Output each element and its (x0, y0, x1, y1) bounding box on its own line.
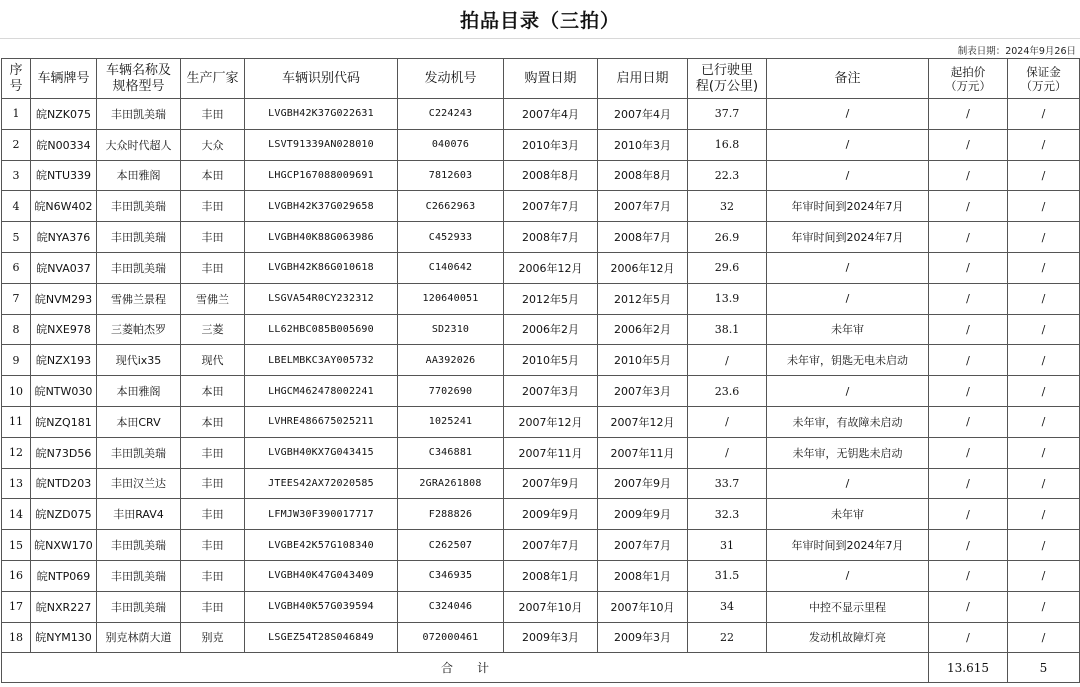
cell-remark: 年审时间到2024年7月 (767, 530, 929, 561)
cell-engine: F288826 (398, 499, 504, 530)
cell-seq: 13 (2, 468, 31, 499)
table-row (2, 376, 1080, 407)
cell-engine: 040076 (398, 129, 504, 160)
cell-vin: LL62HBC085B005690 (245, 314, 398, 345)
header-start-price: 起拍价 （万元） (929, 59, 1008, 99)
table-row (2, 283, 1080, 314)
cell-seq: 4 (2, 191, 31, 222)
cell-vin: LVGBH42K86G010618 (245, 252, 398, 283)
cell-maker: 丰田 (181, 591, 245, 622)
cell-seq: 9 (2, 345, 31, 376)
cell-vin: LVGBH40K88G063986 (245, 222, 398, 253)
cell-plate: 皖NZQ181 (31, 406, 97, 437)
cell-remark: 未年审，钥匙无电未启动 (767, 345, 929, 376)
header-engine: 发动机号 (398, 59, 504, 99)
cell-engine: 2GRA261808 (398, 468, 504, 499)
cell-purchase-date: 2007年4月 (504, 99, 598, 130)
cell-vin: LVHRE486675025211 (245, 406, 398, 437)
cell-start-date: 2012年5月 (598, 283, 688, 314)
cell-deposit: / (1008, 283, 1080, 314)
table-body (2, 99, 1080, 653)
cell-remark: / (767, 468, 929, 499)
cell-deposit: / (1008, 252, 1080, 283)
cell-remark: 年审时间到2024年7月 (767, 191, 929, 222)
cell-start-date: 2010年5月 (598, 345, 688, 376)
cell-seq: 15 (2, 530, 31, 561)
cell-model: 大众时代超人 (97, 129, 181, 160)
cell-mileage: 23.6 (688, 376, 767, 407)
cell-remark: 年审时间到2024年7月 (767, 222, 929, 253)
cell-plate: 皖NZD075 (31, 499, 97, 530)
cell-model: 雪佛兰景程 (97, 283, 181, 314)
table-row (2, 129, 1080, 160)
cell-start-date: 2008年7月 (598, 222, 688, 253)
cell-engine: C452933 (398, 222, 504, 253)
cell-engine: 1025241 (398, 406, 504, 437)
cell-model: 丰田凯美瑞 (97, 191, 181, 222)
cell-model: 丰田凯美瑞 (97, 99, 181, 130)
header-model: 车辆名称及 规格型号 (97, 59, 181, 99)
cell-purchase-date: 2008年1月 (504, 560, 598, 591)
cell-start-price: / (929, 406, 1008, 437)
cell-engine: C2662963 (398, 191, 504, 222)
cell-plate: 皖NTP069 (31, 560, 97, 591)
cell-remark: 发动机故障灯亮 (767, 622, 929, 653)
cell-maker: 丰田 (181, 530, 245, 561)
cell-model: 本田雅阁 (97, 160, 181, 191)
cell-deposit: / (1008, 99, 1080, 130)
cell-engine: C140642 (398, 252, 504, 283)
table-row (2, 591, 1080, 622)
cell-deposit: / (1008, 560, 1080, 591)
cell-mileage: 32.3 (688, 499, 767, 530)
cell-remark: / (767, 283, 929, 314)
cell-mileage: 33.7 (688, 468, 767, 499)
cell-purchase-date: 2008年7月 (504, 222, 598, 253)
cell-purchase-date: 2006年12月 (504, 252, 598, 283)
cell-seq: 16 (2, 560, 31, 591)
cell-maker: 丰田 (181, 191, 245, 222)
cell-plate: 皖NTU339 (31, 160, 97, 191)
cell-plate: 皖NVM293 (31, 283, 97, 314)
cell-plate: 皖NTD203 (31, 468, 97, 499)
cell-purchase-date: 2012年5月 (504, 283, 598, 314)
cell-mileage: 16.8 (688, 129, 767, 160)
cell-seq: 17 (2, 591, 31, 622)
cell-start-date: 2010年3月 (598, 129, 688, 160)
cell-engine: 120640051 (398, 283, 504, 314)
table-row (2, 437, 1080, 468)
total-deposit: 5 (1008, 653, 1080, 683)
cell-maker: 丰田 (181, 99, 245, 130)
cell-seq: 14 (2, 499, 31, 530)
cell-deposit: / (1008, 314, 1080, 345)
cell-engine: C346935 (398, 560, 504, 591)
cell-purchase-date: 2007年7月 (504, 530, 598, 561)
cell-engine: C224243 (398, 99, 504, 130)
cell-purchase-date: 2007年3月 (504, 376, 598, 407)
cell-purchase-date: 2007年11月 (504, 437, 598, 468)
cell-model: 丰田凯美瑞 (97, 591, 181, 622)
cell-start-price: / (929, 222, 1008, 253)
cell-remark: 未年审 (767, 499, 929, 530)
cell-remark: / (767, 99, 929, 130)
cell-vin: LFMJW30F390017717 (245, 499, 398, 530)
cell-start-date: 2008年8月 (598, 160, 688, 191)
cell-engine: 7702690 (398, 376, 504, 407)
cell-remark: 未年审 (767, 314, 929, 345)
cell-mileage: / (688, 437, 767, 468)
cell-model: 本田CRV (97, 406, 181, 437)
cell-start-price: / (929, 468, 1008, 499)
table-date: 制表日期：2024年9月26日 (957, 46, 1076, 57)
cell-start-price: / (929, 560, 1008, 591)
cell-seq: 3 (2, 160, 31, 191)
cell-plate: 皖NXE978 (31, 314, 97, 345)
cell-engine: C262507 (398, 530, 504, 561)
cell-remark: / (767, 560, 929, 591)
cell-start-price: / (929, 191, 1008, 222)
cell-mileage: 13.9 (688, 283, 767, 314)
cell-purchase-date: 2008年8月 (504, 160, 598, 191)
cell-mileage: 31.5 (688, 560, 767, 591)
cell-remark: 中控不显示里程 (767, 591, 929, 622)
auction-catalog-table (1, 58, 1080, 683)
cell-seq: 11 (2, 406, 31, 437)
table-row (2, 160, 1080, 191)
cell-seq: 5 (2, 222, 31, 253)
cell-engine: C324046 (398, 591, 504, 622)
cell-remark: / (767, 129, 929, 160)
cell-vin: JTEES42AX72020585 (245, 468, 398, 499)
cell-vin: LVGBH40K57G039594 (245, 591, 398, 622)
cell-plate: 皖NZK075 (31, 99, 97, 130)
cell-start-date: 2006年12月 (598, 252, 688, 283)
cell-seq: 12 (2, 437, 31, 468)
cell-deposit: / (1008, 406, 1080, 437)
cell-deposit: / (1008, 345, 1080, 376)
header-start-date: 启用日期 (598, 59, 688, 99)
cell-start-date: 2007年11月 (598, 437, 688, 468)
cell-engine: AA392026 (398, 345, 504, 376)
cell-maker: 本田 (181, 160, 245, 191)
cell-mileage: 31 (688, 530, 767, 561)
cell-maker: 现代 (181, 345, 245, 376)
cell-deposit: / (1008, 530, 1080, 561)
cell-model: 丰田RAV4 (97, 499, 181, 530)
cell-plate: 皖NXR227 (31, 591, 97, 622)
cell-seq: 6 (2, 252, 31, 283)
cell-model: 丰田汉兰达 (97, 468, 181, 499)
cell-engine: SD2310 (398, 314, 504, 345)
cell-start-price: / (929, 314, 1008, 345)
cell-plate: 皖NTW030 (31, 376, 97, 407)
cell-start-price: / (929, 591, 1008, 622)
cell-purchase-date: 2009年9月 (504, 499, 598, 530)
cell-start-price: / (929, 99, 1008, 130)
cell-mileage: 32 (688, 191, 767, 222)
cell-purchase-date: 2007年7月 (504, 191, 598, 222)
cell-purchase-date: 2006年2月 (504, 314, 598, 345)
cell-purchase-date: 2007年9月 (504, 468, 598, 499)
cell-deposit: / (1008, 376, 1080, 407)
cell-vin: LVGBH42K37G022631 (245, 99, 398, 130)
cell-maker: 本田 (181, 376, 245, 407)
cell-start-price: / (929, 160, 1008, 191)
cell-engine: 072000461 (398, 622, 504, 653)
cell-purchase-date: 2007年12月 (504, 406, 598, 437)
cell-maker: 丰田 (181, 468, 245, 499)
cell-start-date: 2007年9月 (598, 468, 688, 499)
cell-start-price: / (929, 283, 1008, 314)
header-purchase-date: 购置日期 (504, 59, 598, 99)
page-title: 拍品目录（三拍） (459, 10, 620, 32)
cell-remark: / (767, 160, 929, 191)
cell-maker: 丰田 (181, 222, 245, 253)
cell-vin: LVGBH42K37G029658 (245, 191, 398, 222)
cell-mileage: 29.6 (688, 252, 767, 283)
cell-plate: 皖N00334 (31, 129, 97, 160)
total-start-price: 13.615 (929, 653, 1008, 683)
title-divider (0, 38, 1080, 39)
cell-start-price: / (929, 437, 1008, 468)
cell-remark: / (767, 376, 929, 407)
cell-purchase-date: 2010年3月 (504, 129, 598, 160)
cell-plate: 皖NYA376 (31, 222, 97, 253)
header-row (2, 59, 1080, 99)
table-row (2, 345, 1080, 376)
cell-remark: 未年审，有故障未启动 (767, 406, 929, 437)
cell-deposit: / (1008, 499, 1080, 530)
cell-start-date: 2007年12月 (598, 406, 688, 437)
cell-start-date: 2008年1月 (598, 560, 688, 591)
cell-maker: 雪佛兰 (181, 283, 245, 314)
header-deposit: 保证金 （万元） (1008, 59, 1080, 99)
cell-maker: 别克 (181, 622, 245, 653)
cell-seq: 2 (2, 129, 31, 160)
cell-purchase-date: 2010年5月 (504, 345, 598, 376)
table-row (2, 222, 1080, 253)
cell-model: 别克林荫大道 (97, 622, 181, 653)
cell-mileage: / (688, 406, 767, 437)
cell-model: 丰田凯美瑞 (97, 252, 181, 283)
cell-model: 本田雅阁 (97, 376, 181, 407)
cell-mileage: 26.9 (688, 222, 767, 253)
cell-plate: 皖NXW170 (31, 530, 97, 561)
cell-model: 丰田凯美瑞 (97, 437, 181, 468)
cell-maker: 大众 (181, 129, 245, 160)
total-label: 合 计 (2, 653, 929, 683)
cell-model: 三菱帕杰罗 (97, 314, 181, 345)
cell-maker: 丰田 (181, 499, 245, 530)
cell-mileage: 37.7 (688, 99, 767, 130)
cell-deposit: / (1008, 437, 1080, 468)
total-row (2, 653, 1080, 683)
cell-plate: 皖N73D56 (31, 437, 97, 468)
cell-deposit: / (1008, 129, 1080, 160)
table-row (2, 560, 1080, 591)
cell-start-date: 2007年10月 (598, 591, 688, 622)
cell-vin: LHGCM462478002241 (245, 376, 398, 407)
table-row (2, 499, 1080, 530)
cell-vin: LBELMBKC3AY005732 (245, 345, 398, 376)
cell-start-price: / (929, 622, 1008, 653)
cell-seq: 8 (2, 314, 31, 345)
table-row (2, 468, 1080, 499)
cell-vin: LVGBE42K57G108340 (245, 530, 398, 561)
cell-start-date: 2007年7月 (598, 191, 688, 222)
header-mileage: 已行驶里 程(万公里) (688, 59, 767, 99)
cell-plate: 皖NVA037 (31, 252, 97, 283)
cell-deposit: / (1008, 191, 1080, 222)
cell-start-price: / (929, 530, 1008, 561)
cell-deposit: / (1008, 468, 1080, 499)
table-row (2, 530, 1080, 561)
table-row (2, 99, 1080, 130)
cell-deposit: / (1008, 591, 1080, 622)
cell-start-date: 2007年7月 (598, 530, 688, 561)
table-row (2, 252, 1080, 283)
cell-seq: 18 (2, 622, 31, 653)
cell-start-price: / (929, 252, 1008, 283)
cell-vin: LSGEZ54T28S046849 (245, 622, 398, 653)
cell-engine: C346881 (398, 437, 504, 468)
cell-seq: 1 (2, 99, 31, 130)
cell-model: 丰田凯美瑞 (97, 560, 181, 591)
cell-deposit: / (1008, 622, 1080, 653)
cell-mileage: 22 (688, 622, 767, 653)
cell-maker: 本田 (181, 406, 245, 437)
header-plate: 车辆牌号 (31, 59, 97, 99)
table-row (2, 314, 1080, 345)
cell-mileage: / (688, 345, 767, 376)
cell-vin: LSGVA54R0CY232312 (245, 283, 398, 314)
cell-plate: 皖NYM130 (31, 622, 97, 653)
header-remark: 备注 (767, 59, 929, 99)
cell-seq: 10 (2, 376, 31, 407)
cell-maker: 丰田 (181, 560, 245, 591)
header-maker: 生产厂家 (181, 59, 245, 99)
cell-maker: 丰田 (181, 252, 245, 283)
cell-mileage: 22.3 (688, 160, 767, 191)
cell-model: 丰田凯美瑞 (97, 222, 181, 253)
cell-remark: / (767, 252, 929, 283)
cell-start-date: 2009年9月 (598, 499, 688, 530)
cell-start-price: / (929, 376, 1008, 407)
cell-remark: 未年审，无钥匙未启动 (767, 437, 929, 468)
table-row (2, 406, 1080, 437)
cell-mileage: 38.1 (688, 314, 767, 345)
cell-vin: LHGCP167088009691 (245, 160, 398, 191)
cell-deposit: / (1008, 222, 1080, 253)
cell-start-price: / (929, 345, 1008, 376)
cell-start-date: 2006年2月 (598, 314, 688, 345)
cell-seq: 7 (2, 283, 31, 314)
cell-start-date: 2007年3月 (598, 376, 688, 407)
cell-start-price: / (929, 129, 1008, 160)
cell-maker: 三菱 (181, 314, 245, 345)
cell-vin: LVGBH40KX7G043415 (245, 437, 398, 468)
cell-start-price: / (929, 499, 1008, 530)
cell-engine: 7812603 (398, 160, 504, 191)
header-seq: 序 号 (2, 59, 31, 99)
cell-model: 丰田凯美瑞 (97, 530, 181, 561)
cell-plate: 皖NZX193 (31, 345, 97, 376)
cell-model: 现代ix35 (97, 345, 181, 376)
cell-purchase-date: 2007年10月 (504, 591, 598, 622)
cell-start-date: 2007年4月 (598, 99, 688, 130)
cell-maker: 丰田 (181, 437, 245, 468)
cell-vin: LVGBH40K47G043409 (245, 560, 398, 591)
cell-start-date: 2009年3月 (598, 622, 688, 653)
header-vin: 车辆识别代码 (245, 59, 398, 99)
cell-vin: LSVT91339AN028010 (245, 129, 398, 160)
table-row (2, 191, 1080, 222)
cell-purchase-date: 2009年3月 (504, 622, 598, 653)
table-row (2, 622, 1080, 653)
cell-deposit: / (1008, 160, 1080, 191)
cell-plate: 皖N6W402 (31, 191, 97, 222)
cell-mileage: 34 (688, 591, 767, 622)
